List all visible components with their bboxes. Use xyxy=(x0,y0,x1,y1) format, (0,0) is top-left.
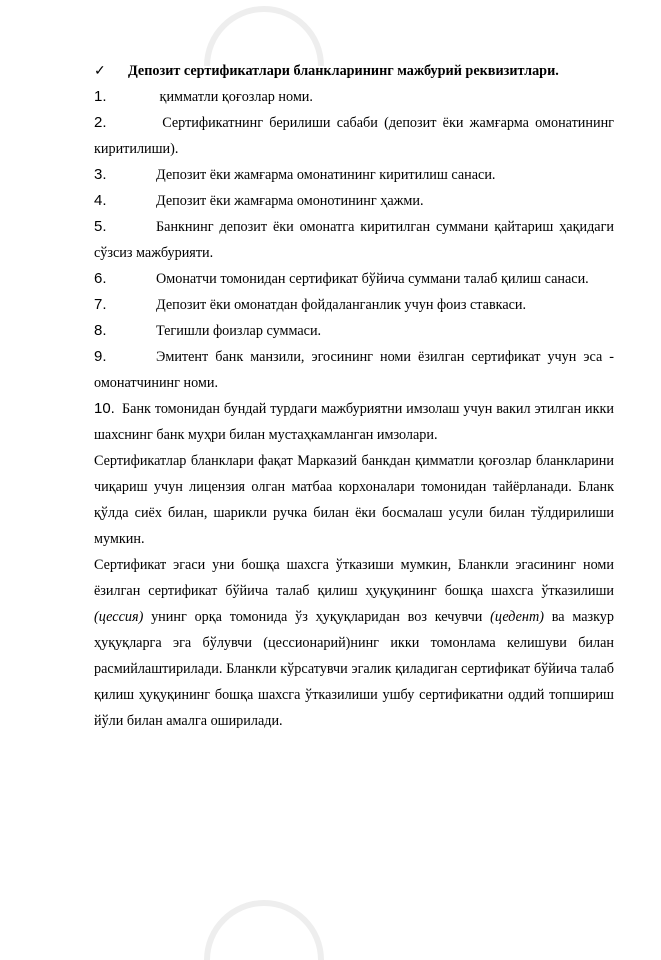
list-item-text: қимматли қоғозлар номи. xyxy=(156,89,313,105)
list-item-number: 6. xyxy=(94,270,107,287)
list-item xyxy=(94,266,614,292)
list-item xyxy=(94,214,614,266)
list-item-text: Депозит ёки жамғарма омонотининг ҳажми. xyxy=(156,193,424,209)
list-item-number: 2. xyxy=(94,114,107,131)
list-item-number: 7. xyxy=(94,296,107,313)
list-item-text: Депозит ёки жамғарма омонатининг киритилиш санаси. xyxy=(156,167,496,183)
watermark-arc-bottom xyxy=(204,900,324,960)
paragraph-text: унинг орқа томонида ўз ҳуқуқларидан воз кечувчи xyxy=(143,609,491,625)
list-item-text: Омонатчи томонидан сертификат бўйича суммани талаб қилиш санаси. xyxy=(156,271,589,287)
paragraph-blank-production: Сертификатлар бланклари фақат Марказий банкдан қимматли қоғозлар бланкларини чиқариш учун лицензия олган матбаа корхоналари томонидан тайёрланади. Бланк қўлда сиёх билан, шарикли ручка билан ёки босмалаш усули билан тўлдирилиши мумкин. xyxy=(94,453,614,547)
list-item-text: Депозит ёки омонатдан фойдаланганлик учун фоиз ставкаси. xyxy=(156,297,527,313)
list-item-number: 3. xyxy=(94,166,107,183)
list-item-number: 1. xyxy=(94,88,107,105)
term-cession: (цессия) xyxy=(94,609,144,625)
list-item-number: 10. xyxy=(94,400,115,417)
list-item xyxy=(94,162,614,188)
list-item-number: 9. xyxy=(94,348,107,365)
document-page xyxy=(94,58,614,734)
list-item xyxy=(94,292,614,318)
section-heading xyxy=(94,58,614,84)
section-heading-text: Депозит сертификатлари бланкларининг мажбурий реквизитлари. xyxy=(128,63,559,79)
list-item-text: Банк томонидан бундай турдаги мажбуриятни имзолаш учун вакил этилган икки шахснинг банк муҳри билан мустаҳкамланган имзолари. xyxy=(94,401,614,443)
list-item xyxy=(94,318,614,344)
term-cedent: (цедент) xyxy=(490,609,544,625)
list-item-number: 4. xyxy=(94,192,107,209)
list-item-text: Эмитент банк манзили, эгосининг номи ёзилган сертификат учун эса - омонатчининг номи. xyxy=(94,349,614,391)
list-item xyxy=(94,396,614,448)
list-item xyxy=(94,188,614,214)
list-item xyxy=(94,344,614,396)
watermark-arc-top xyxy=(204,6,324,66)
list-item xyxy=(94,110,614,162)
paragraph-transfer xyxy=(94,552,614,734)
paragraph-text: ва мазкур ҳуқуқларга эга бўлувчи (цессионарий)нинг икки томонлама келишуви билан расмийлаштирилади. Бланкли кўрсатувчи эгалик қиладиган сертификат бўйича талаб қилиш ҳуқуқининг бошқа шахсга ўтказилиши ушбу сертификатни оддий топшириш йўли билан амалга оширилади. xyxy=(94,609,614,729)
list-item-number: 5. xyxy=(94,218,107,235)
checkmark-icon: ✓ xyxy=(94,63,106,79)
list-item-text: Сертификатнинг берилиши сабаби (депозит ёки жамғарма омонатининг киритилиши). xyxy=(94,115,614,157)
list-item xyxy=(94,84,614,110)
paragraph-text: Сертификат эгаси уни бошқа шахсга ўтказиши мумкин, Бланкли эгасининг номи ёзилган сертификат бўйича талаб қилиш ҳуқуқининг бошқа шахсга ўтказилиши xyxy=(94,557,614,599)
list-item-text: Банкнинг депозит ёки омонатга киритилган суммани қайтариш ҳақидаги сўзсиз мажбурияти. xyxy=(94,219,614,261)
list-item-number: 8. xyxy=(94,322,107,339)
list-item-text: Тегишли фоизлар суммаси. xyxy=(156,323,322,339)
